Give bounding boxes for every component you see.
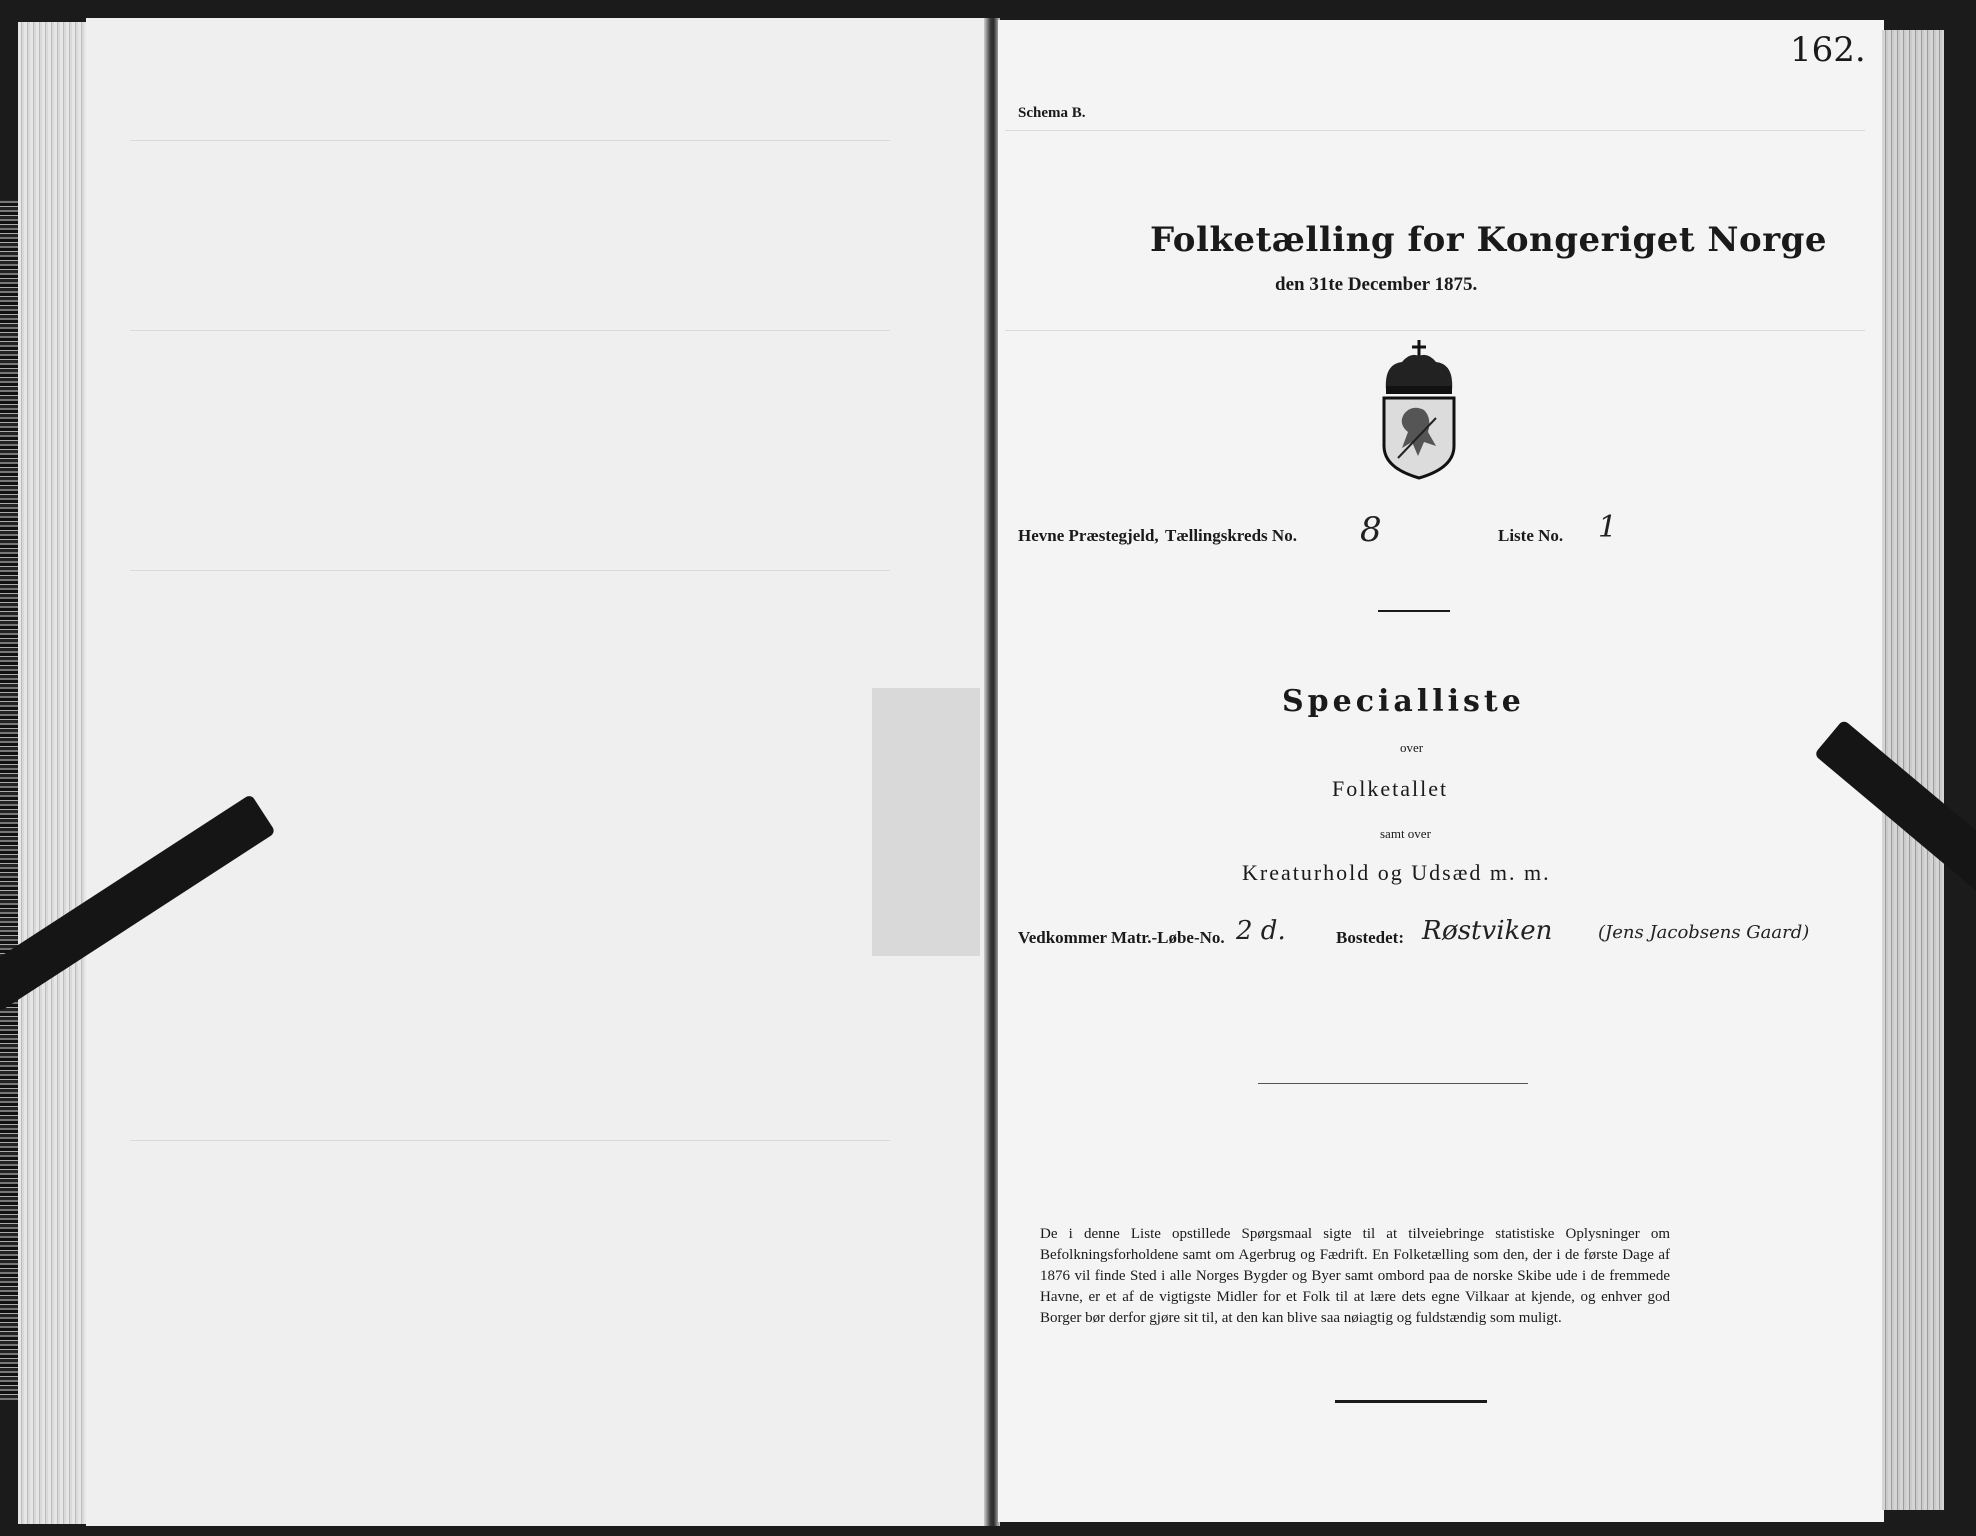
parish-label: Hevne Præstegjeld, [1018, 526, 1159, 545]
over-label: over [1400, 740, 1424, 755]
bosted-note: (Jens Jacobsens Gaard) [1598, 922, 1810, 943]
district-number: 8 [1360, 510, 1382, 550]
page-shadow [872, 688, 980, 956]
page-number: 162. [1790, 30, 1866, 70]
bleed-through-line [1005, 130, 1865, 131]
signature-line [1258, 1083, 1528, 1084]
bleed-through-line [1005, 330, 1865, 331]
bleed-through-line [130, 330, 890, 331]
list-label: Liste No. [1498, 526, 1564, 545]
schema-label: Schema B. [1018, 105, 1086, 121]
left-page-stack [18, 22, 88, 1524]
bleed-through-line [130, 570, 890, 571]
norwegian-lion-crest-icon [1378, 338, 1460, 480]
bosted-value: Røstviken [1422, 916, 1553, 946]
subject-folketallet: Folketallet [1332, 776, 1449, 801]
samt-over-label: samt over [1380, 826, 1431, 841]
left-page [86, 18, 986, 1526]
matr-value: 2 d. [1236, 916, 1286, 946]
closing-rule [1335, 1400, 1487, 1403]
matr-label: Vedkommer Matr.-Løbe-No. [1018, 928, 1225, 947]
bosted-label: Bostedet: [1336, 928, 1404, 947]
list-number: 1 [1598, 510, 1618, 545]
page-title: Folketælling for Kongeriget Norge [1150, 220, 1828, 260]
bleed-through-line [130, 140, 890, 141]
census-date: den 31te December 1875. [1275, 274, 1478, 295]
divider [1378, 610, 1450, 612]
district-label: Tællingskreds No. [1165, 526, 1297, 545]
table-surface [0, 200, 20, 1400]
bleed-through-line [130, 1140, 890, 1141]
subject-kreaturhold: Kreaturhold og Udsæd m. m. [1242, 860, 1551, 885]
specialliste-heading: Specialliste [1282, 684, 1525, 719]
instruction-paragraph: De i denne Liste opstillede Spørgsmaal sigte til at tilveiebringe statistiske Oplysninger om Befolkningsforholdene samt om Agerbrug og Fædrift. En Folketælling som den, der i de første Dage af 1876 vil finde Sted i alle Norges Bygder og Byer samt ombord paa de norske Skibe ude i de fremmede Havne, er et af de vigtigste Midler for et Folk til at lære dets egne Vilkaar at kjende, og enhver god Borger bør derfor gjøre sit til, at den kan blive saa nøiagtig og fuldstændig som muligt. [1040, 1226, 1670, 1326]
